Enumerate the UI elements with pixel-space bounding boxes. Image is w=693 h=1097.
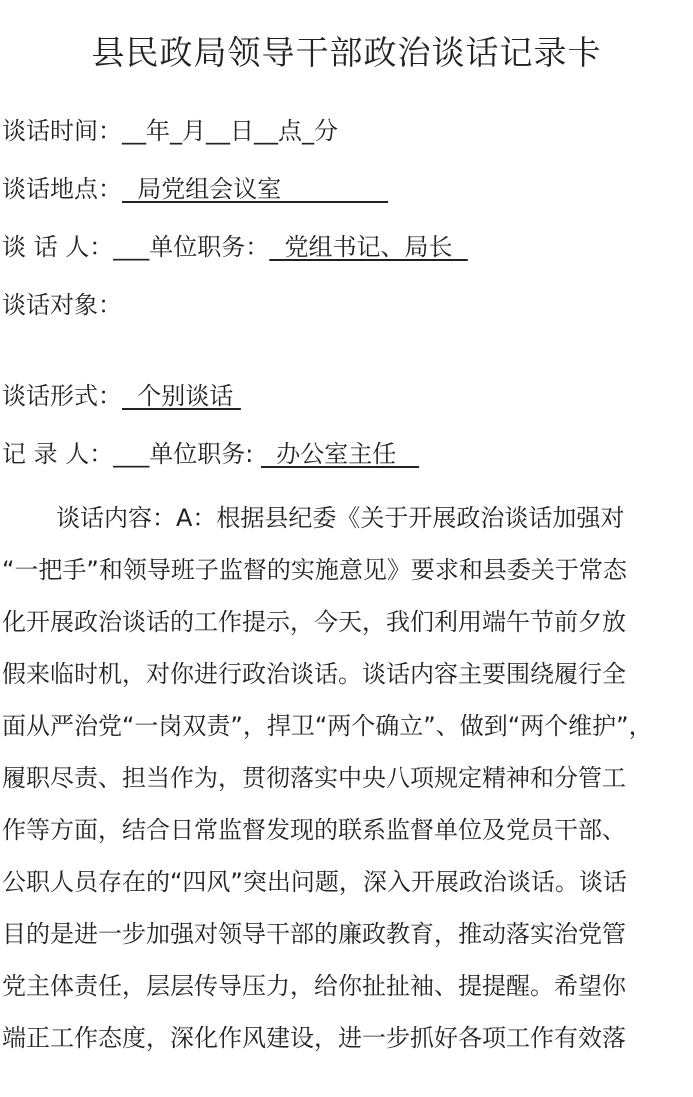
content-line: 目的是进一步加强对领导干部的廉政教育，推动落实治党管 [2, 920, 626, 948]
talk-time-value: __年_月__日__点_分 [122, 117, 338, 145]
talk-target-label: 谈话对象： [2, 291, 122, 319]
content-line: 面从严治党“一岗双责”，捍卫“两个确立”、做到“两个维护”， [2, 712, 653, 740]
talk-target-row [2, 288, 122, 322]
content-line: 端正工作态度，深化作风建设，进一步抓好各项工作有效落 [2, 1024, 626, 1052]
talk-place-value: 局党组会议室 [122, 175, 389, 203]
talker-position-value: 党组书记、局长 [269, 233, 468, 261]
content-line: 假来临时机，对你进行政治谈话。谈话内容主要围绕履行全 [2, 660, 626, 688]
talker-blank: ___ [113, 233, 150, 261]
recorder-label: 记 录 人： [2, 440, 114, 468]
talk-content [2, 492, 693, 1064]
recorder-position-value: 办公室主任 [260, 440, 420, 468]
talk-form-row [2, 379, 241, 413]
content-line: 作等方面，结合日常监督发现的联系监督单位及党员干部、 [2, 816, 626, 844]
talk-place-label: 谈话地点： [2, 175, 122, 203]
content-line: “一把手”和领导班子监督的实施意见》要求和县委关于常态 [2, 556, 627, 584]
recorder-row [2, 437, 419, 471]
content-line: 谈话内容：A：根据县纪委《关于开展政治谈话加强对 [56, 504, 625, 532]
talker-position-label: 单位职务： [149, 233, 270, 261]
talk-form-label: 谈话形式： [2, 382, 122, 410]
talk-time-row [2, 114, 338, 148]
talk-form-value: 个别谈话 [122, 382, 241, 410]
talk-time-label: 谈话时间： [2, 117, 122, 145]
talk-place-row [2, 172, 388, 206]
content-line: 公职人员存在的“四风”突出问题，深入开展政治谈话。谈话 [2, 868, 627, 896]
content-line: 化开展政治谈话的工作提示，今天，我们利用端午节前夕放 [2, 608, 626, 636]
content-line: 履职尽责、担当作为，贯彻落实中央八项规定精神和分管工 [2, 764, 626, 792]
talker-label: 谈 话 人： [2, 233, 114, 261]
recorder-position-label: 单位职务: [149, 440, 261, 468]
recorder-blank: ___ [113, 440, 150, 468]
content-line: 党主体责任，层层传导压力，给你扯扯袖、提提醒。希望你 [2, 972, 626, 1000]
talker-row [2, 230, 468, 264]
page-title: 县民政局领导干部政治谈话记录卡 [91, 33, 602, 72]
